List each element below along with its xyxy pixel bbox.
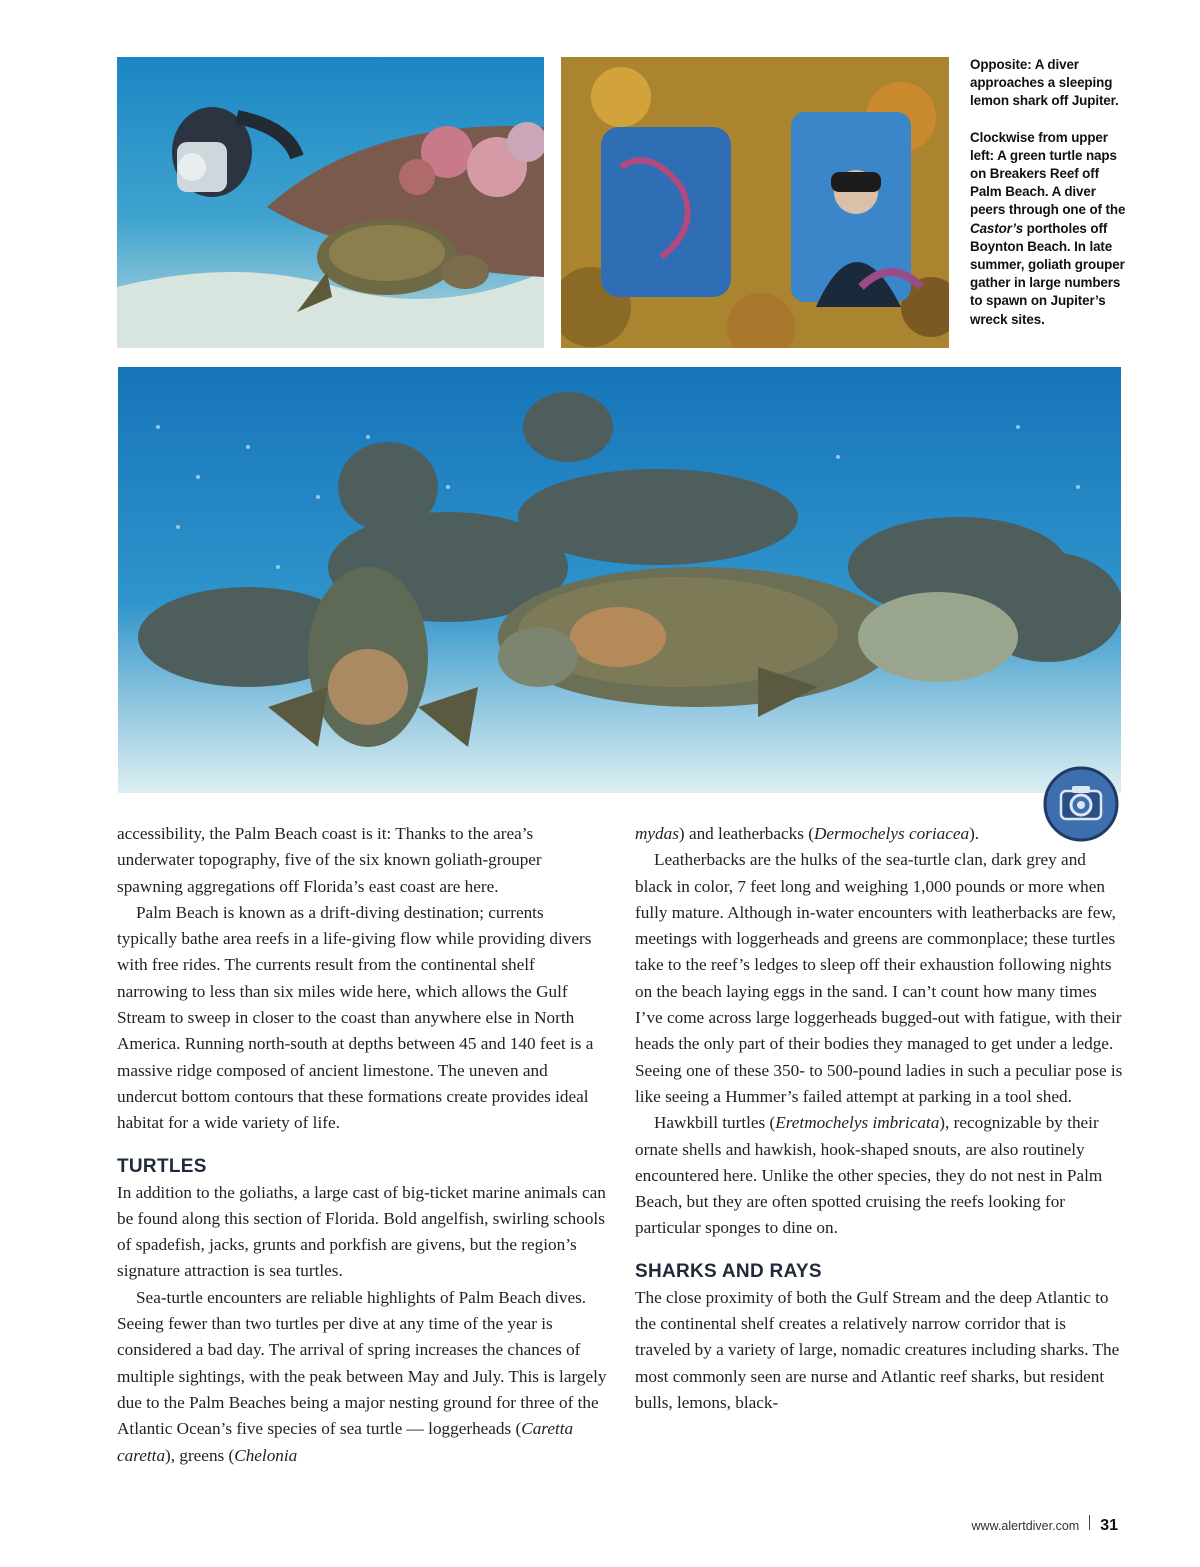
paragraph: mydas) and leatherbacks (Dermochelys coriacea). — [635, 824, 980, 843]
porthole-photo — [561, 57, 949, 348]
footer-url[interactable]: www.alertdiver.com — [971, 1519, 1080, 1533]
caption-clockwise: Clockwise from upper left: A green turtle naps on Breakers Reef off Palm Beach. A diver peers through one of the Castor’s portholes off Boynton Beach. In late summer, goliath grouper gather in large numbers to spawn on Jupiter’s wreck sites. — [970, 129, 1126, 327]
page-number: 31 — [1100, 1517, 1118, 1534]
paragraph: Sea-turtle encounters are reliable highlights of Palm Beach dives. Seeing fewer than two turtles per dive at any time of the year is considered a bad day. The arrival of spring increases the chances of multiple sightings, with the peak between May and July. This is largely due to the Palm Beaches being a major nesting ground for three of the Atlantic Ocean’s five species of sea turtle — loggerheads (Caretta caretta), greens (Chelonia — [117, 1287, 607, 1465]
paragraph: In addition to the goliaths, a large cast of big-ticket marine animals can be found along this section of Florida. Bold angelfish, swirling schools of spadefish, jacks, grunts and porkfish are givens, but the region’s signature attraction is sea turtles. — [117, 1182, 606, 1281]
footer-divider — [1089, 1515, 1090, 1530]
article-column-right — [635, 821, 1125, 1416]
section-heading-turtles: TURTLES — [117, 1155, 207, 1177]
photo-caption — [970, 56, 1130, 347]
paragraph: Hawkbill turtles (Eretmochelys imbricata), recognizable by their ornate shells and hawkish, hook-shaped snouts, are also routinely encountered here. Unlike the other species, they do not nest in Palm Beach, but they are often spotted cruising the reefs looking for particular sponges to dine on. — [635, 1113, 1103, 1238]
paragraph: The close proximity of both the Gulf Stream and the deep Atlantic to the continental shelf creates a relatively narrow corridor that is traveled by a variety of large, nomadic creatures including sharks. The most commonly seen are nurse and Atlantic reef sharks, but resident bulls, lemons, black- — [635, 1287, 1120, 1412]
paragraph: Palm Beach is known as a drift-diving destination; currents typically bathe area reefs in a life-giving flow while providing divers with free rides. The currents result from the continental shelf narrowing to less than six miles wide here, which allows the Gulf Stream to sweep in closer to the coast than anywhere else in North America. Running north-south at depths between 45 and 140 feet is a massive ridge composed of ancient limestone. The uneven and undercut bottom contours that these formations create provides ideal habitat for a wide variety of life. — [117, 902, 594, 1133]
paragraph: Leatherbacks are the hulks of the sea-turtle clan, dark grey and black in color, 7 feet long and weighing 1,000 pounds or more when fully mature. Although in-water encounters with leatherbacks are few, meetings with loggerheads and greens are commonplace; these turtles take to the reef’s ledges to sleep off their exhaustion following nights on the beach laying eggs in the sand. I can’t count how many times I’ve come across large loggerheads bugged-out with fatigue, with their heads the only part of their bodies they managed to get under a ledge. Seeing one of these 350- to 500-pound ladies in such a peculiar pose is like seeing a Hummer’s failed attempt at parking in a tool shed. — [635, 850, 1123, 1106]
turtle-photo — [117, 57, 544, 348]
paragraph: accessibility, the Palm Beach coast is it: Thanks to the area’s underwater topography, five of the six known goliath-grouper spawning aggregations off Florida’s east coast are here. — [117, 824, 542, 896]
page-footer — [972, 1515, 1118, 1535]
section-heading-sharks: SHARKS AND RAYS — [635, 1260, 822, 1282]
grouper-photo — [118, 367, 1121, 793]
caption-opposite: Opposite: A diver approaches a sleeping lemon shark off Jupiter. — [970, 57, 1119, 109]
article-column-left — [117, 821, 607, 1469]
